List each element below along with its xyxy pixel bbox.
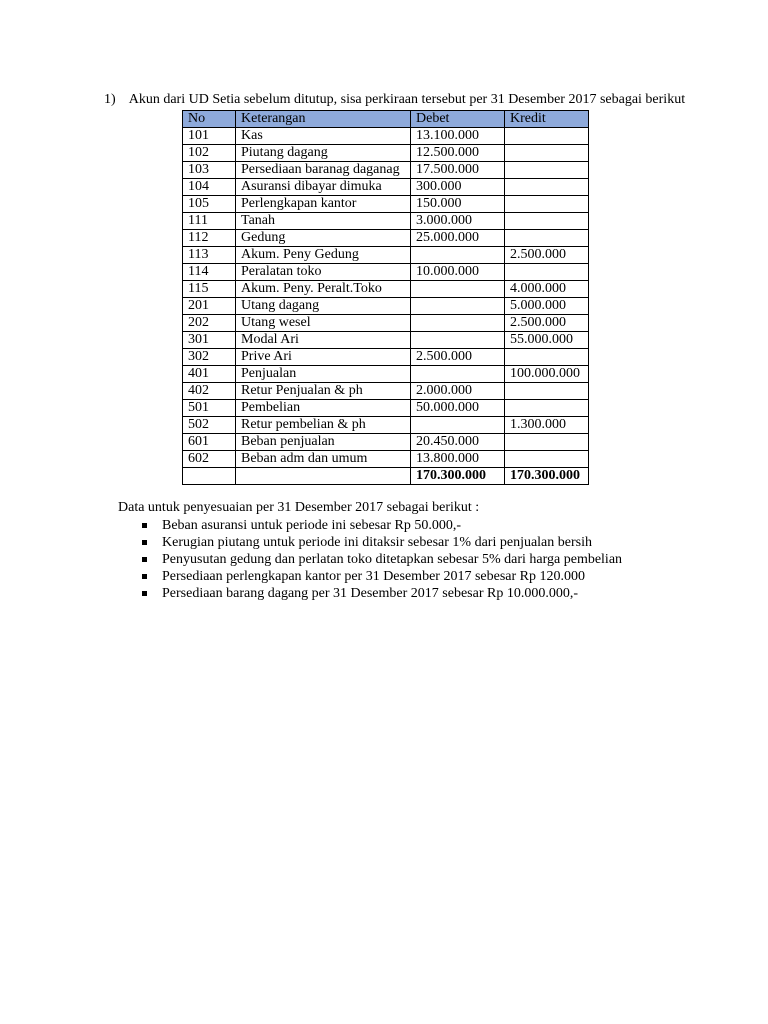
table-row xyxy=(183,281,589,298)
account-no: 401 xyxy=(183,366,236,383)
account-no: 302 xyxy=(183,349,236,366)
account-name: Asuransi dibayar dimuka xyxy=(236,179,411,196)
account-name: Piutang dagang xyxy=(236,145,411,162)
table-row xyxy=(183,196,589,213)
account-no: 202 xyxy=(183,315,236,332)
table-row xyxy=(183,230,589,247)
table-row xyxy=(183,162,589,179)
debet-value: 300.000 xyxy=(411,179,505,196)
table-total-row xyxy=(183,468,589,485)
debet-value: 2.500.000 xyxy=(411,349,505,366)
account-name: Akum. Peny. Peralt.Toko xyxy=(236,281,411,298)
kredit-value xyxy=(505,349,589,366)
kredit-value xyxy=(505,162,589,179)
debet-value xyxy=(411,417,505,434)
account-name: Kas xyxy=(236,128,411,145)
table-row xyxy=(183,247,589,264)
kredit-value: 2.500.000 xyxy=(505,247,589,264)
table-body xyxy=(183,128,589,468)
account-no: 402 xyxy=(183,383,236,400)
debet-value xyxy=(411,315,505,332)
debet-value: 2.000.000 xyxy=(411,383,505,400)
account-name: Beban adm dan umum xyxy=(236,451,411,468)
account-no: 112 xyxy=(183,230,236,247)
account-name: Peralatan toko xyxy=(236,264,411,281)
table-row xyxy=(183,179,589,196)
kredit-value: 1.300.000 xyxy=(505,417,589,434)
account-name: Retur pembelian & ph xyxy=(236,417,411,434)
debet-value xyxy=(411,298,505,315)
account-name: Retur Penjualan & ph xyxy=(236,383,411,400)
total-no-cell xyxy=(183,468,236,485)
account-name: Tanah xyxy=(236,213,411,230)
list-item: Penyusutan gedung dan perlatan toko ditetapkan sebesar 5% dari harga pembelian xyxy=(140,551,622,568)
debet-value xyxy=(411,247,505,264)
table-row xyxy=(183,145,589,162)
debet-value: 13.100.000 xyxy=(411,128,505,145)
kredit-value xyxy=(505,400,589,417)
kredit-value: 100.000.000 xyxy=(505,366,589,383)
debet-value: 17.500.000 xyxy=(411,162,505,179)
debet-value: 150.000 xyxy=(411,196,505,213)
question-line xyxy=(104,92,685,108)
account-no: 101 xyxy=(183,128,236,145)
table-row xyxy=(183,298,589,315)
account-no: 115 xyxy=(183,281,236,298)
account-no: 111 xyxy=(183,213,236,230)
list-item: Kerugian piutang untuk periode ini ditaksir sebesar 1% dari penjualan bersih xyxy=(140,534,622,551)
debet-value: 20.450.000 xyxy=(411,434,505,451)
debet-value: 3.000.000 xyxy=(411,213,505,230)
kredit-value xyxy=(505,383,589,400)
list-item: Persediaan barang dagang per 31 Desember 2017 sebesar Rp 10.000.000,- xyxy=(140,585,622,602)
table-row xyxy=(183,400,589,417)
kredit-value: 2.500.000 xyxy=(505,315,589,332)
account-name: Akum. Peny Gedung xyxy=(236,247,411,264)
table-row xyxy=(183,417,589,434)
account-no: 602 xyxy=(183,451,236,468)
header-no: No xyxy=(183,111,236,128)
kredit-value xyxy=(505,230,589,247)
kredit-value: 5.000.000 xyxy=(505,298,589,315)
list-item: Persediaan perlengkapan kantor per 31 Desember 2017 sebesar Rp 120.000 xyxy=(140,568,622,585)
debet-value: 13.800.000 xyxy=(411,451,505,468)
header-keterangan: Keterangan xyxy=(236,111,411,128)
account-name: Persediaan baranag daganag xyxy=(236,162,411,179)
debet-value: 25.000.000 xyxy=(411,230,505,247)
debet-value: 10.000.000 xyxy=(411,264,505,281)
account-no: 201 xyxy=(183,298,236,315)
account-name: Utang wesel xyxy=(236,315,411,332)
account-no: 502 xyxy=(183,417,236,434)
table-row xyxy=(183,383,589,400)
table-row xyxy=(183,366,589,383)
kredit-value xyxy=(505,434,589,451)
account-no: 103 xyxy=(183,162,236,179)
account-no: 601 xyxy=(183,434,236,451)
adjustments-list xyxy=(140,517,622,602)
account-no: 114 xyxy=(183,264,236,281)
list-item: Beban asuransi untuk periode ini sebesar Rp 50.000,- xyxy=(140,517,622,534)
account-no: 102 xyxy=(183,145,236,162)
kredit-value xyxy=(505,264,589,281)
kredit-value xyxy=(505,145,589,162)
kredit-value xyxy=(505,179,589,196)
table-row xyxy=(183,451,589,468)
table-row xyxy=(183,349,589,366)
table-row xyxy=(183,128,589,145)
header-kredit: Kredit xyxy=(505,111,589,128)
kredit-value: 55.000.000 xyxy=(505,332,589,349)
total-kredit: 170.300.000 xyxy=(505,468,589,485)
debet-value: 12.500.000 xyxy=(411,145,505,162)
debet-value: 50.000.000 xyxy=(411,400,505,417)
account-name: Utang dagang xyxy=(236,298,411,315)
kredit-value xyxy=(505,213,589,230)
account-no: 104 xyxy=(183,179,236,196)
question-text: Akun dari UD Setia sebelum ditutup, sisa perkiraan tersebut per 31 Desember 2017 sebagai berikut xyxy=(128,92,686,107)
debet-value xyxy=(411,366,505,383)
account-no: 113 xyxy=(183,247,236,264)
account-no: 105 xyxy=(183,196,236,213)
account-name: Gedung xyxy=(236,230,411,247)
debet-value xyxy=(411,281,505,298)
account-name: Beban penjualan xyxy=(236,434,411,451)
account-name: Modal Ari xyxy=(236,332,411,349)
debet-value xyxy=(411,332,505,349)
header-debet: Debet xyxy=(411,111,505,128)
table-header-row xyxy=(183,111,589,128)
kredit-value xyxy=(505,451,589,468)
account-name: Prive Ari xyxy=(236,349,411,366)
table-row xyxy=(183,434,589,451)
table-row xyxy=(183,315,589,332)
total-label-cell xyxy=(236,468,411,485)
kredit-value xyxy=(505,128,589,145)
question-number: 1) xyxy=(104,92,116,107)
table-row xyxy=(183,264,589,281)
kredit-value xyxy=(505,196,589,213)
table-row xyxy=(183,213,589,230)
kredit-value: 4.000.000 xyxy=(505,281,589,298)
account-no: 501 xyxy=(183,400,236,417)
adjustments-title: Data untuk penyesuaian per 31 Desember 2017 sebagai berikut : xyxy=(118,500,480,515)
account-no: 301 xyxy=(183,332,236,349)
account-name: Perlengkapan kantor xyxy=(236,196,411,213)
account-name: Pembelian xyxy=(236,400,411,417)
account-name: Penjualan xyxy=(236,366,411,383)
total-debet: 170.300.000 xyxy=(411,468,505,485)
table-row xyxy=(183,332,589,349)
trial-balance-table xyxy=(182,110,589,485)
